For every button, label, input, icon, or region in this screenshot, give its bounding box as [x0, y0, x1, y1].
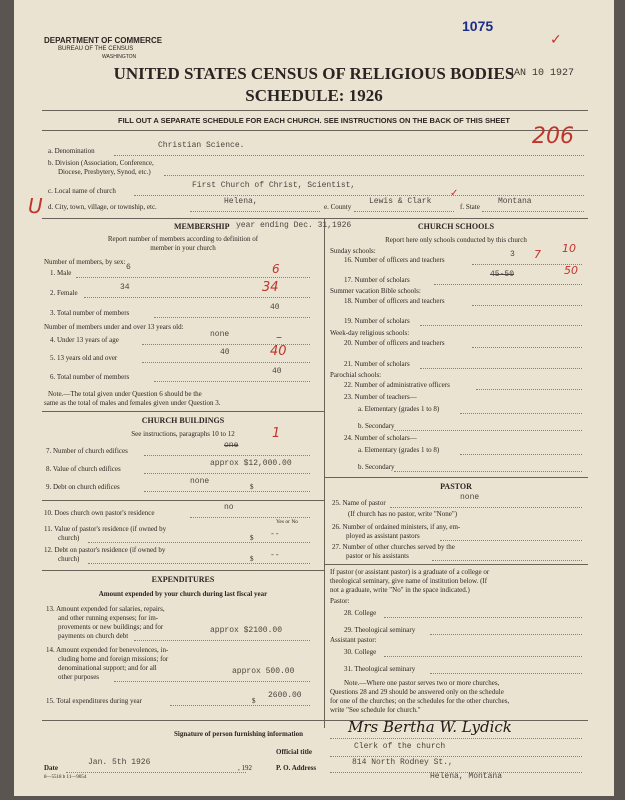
q1-red: 6 [272, 262, 280, 276]
sex-label: Number of members, by sex: [44, 258, 126, 266]
date-value: Jan. 5th 1926 [88, 758, 151, 767]
state-label: f. State [460, 203, 480, 211]
local-name-value: First Church of Christ, Scientist, [192, 181, 356, 190]
pastor-heading: PASTOR [440, 482, 472, 491]
q17-value: 45-50 [490, 270, 515, 279]
q24a-label: a. Elementary (grades 1 to 8) [358, 446, 440, 454]
q7-label: 7. Number of church edifices [46, 447, 128, 455]
sunday-label: Sunday schools: [330, 247, 376, 255]
q14-label-3: denominational support; and for all [58, 664, 157, 672]
q8-value: approx $12,000.00 [210, 459, 292, 468]
q23b-label: b. Secondary [358, 422, 395, 430]
q25-value: none [460, 493, 480, 502]
division-label: b. Division (Association, Conference, [48, 159, 154, 167]
city-label: d. City, town, village, or township, etc. [48, 203, 157, 211]
department-name: DEPARTMENT OF COMMERCE [44, 36, 163, 45]
q13-label-3: provements or new buildings; and for [58, 623, 164, 631]
divider [42, 110, 588, 111]
check-mark-icon: ✓ [550, 32, 562, 48]
q4-red: – [276, 330, 282, 344]
q8-label: 8. Value of church edifices [46, 465, 121, 473]
q16-red: 7 [534, 248, 541, 261]
form-instruction: FILL OUT A SEPARATE SCHEDULE FOR EACH CHURCH. SEE INSTRUCTIONS ON THE BACK OF THIS SHEET [118, 116, 510, 125]
date-label: Date [44, 764, 58, 772]
q5-value: 40 [220, 348, 230, 357]
city-value: Helena, [224, 197, 258, 206]
column-divider [324, 218, 325, 728]
schools-sub: Report here only schools conducted by this church [385, 236, 527, 244]
membership-note: Note.—The total given under Question 6 should be the [48, 390, 202, 398]
state-value: Montana [498, 197, 532, 206]
q18-label: 18. Number of officers and teachers [344, 297, 445, 305]
q4-label: 4. Under 13 years of age [50, 336, 119, 344]
q13-label-2: and other running expenses; for im- [58, 614, 159, 622]
q5-red: 40 [270, 344, 287, 359]
graduate-instructions: If pastor (or assistant pastor) is a graduate of a college or [330, 568, 490, 576]
official-title-value: Clerk of the church [354, 742, 446, 751]
q12-label: 12. Debt on pastor's residence (if owned by [44, 546, 166, 554]
q24-label: 24. Number of scholars— [344, 434, 417, 442]
census-form-sheet [14, 0, 614, 796]
assistant-sub-label: Assistant pastor: [330, 636, 377, 644]
q12-value: -- [270, 551, 280, 560]
membership-heading: MEMBERSHIP [174, 222, 230, 231]
signature-label: Signature of person furnishing information [174, 730, 303, 738]
po-address-value-2: Helena, Montana [430, 772, 503, 781]
q16-red-2: 10 [562, 242, 576, 255]
q11-label-2: church) [58, 534, 80, 542]
q19-label: 19. Number of scholars [344, 317, 410, 325]
buildings-sub: See instructions, paragraphs 10 to 12 [131, 430, 235, 438]
q24b-label: b. Secondary [358, 463, 395, 471]
summer-label: Summer vacation Bible schools: [330, 287, 421, 295]
q25-hint: (If church has no pastor, write "None") [348, 510, 458, 518]
q14-label-2: cluding home and foreign missions; for [58, 655, 169, 663]
q3-value: 40 [270, 303, 280, 312]
signature: Mrs Bertha W. Lydick [348, 718, 512, 736]
pastor-note-4: write "See schedule for church." [330, 706, 421, 714]
q4-value: none [210, 330, 230, 339]
q23-label: 23. Number of teachers— [344, 393, 417, 401]
q7-red: 1 [272, 426, 281, 441]
membership-note-2: same as the total of males and females given under Question 3. [44, 399, 221, 407]
q14-value: approx 500.00 [232, 667, 295, 676]
pastor-note: Note.—Where one pastor serves two or more churches, [344, 679, 500, 687]
bureau-city: WASHINGTON [102, 54, 137, 60]
q28-label: 28. College [344, 609, 377, 617]
q6-label: 6. Total number of members [50, 373, 130, 381]
q1-value: 6 [126, 263, 131, 272]
q13-value: approx $2100.00 [210, 626, 283, 635]
schools-heading: CHURCH SCHOOLS [417, 222, 495, 231]
q12-label-2: church) [58, 555, 80, 563]
q22-label: 22. Number of administrative officers [344, 381, 450, 389]
q7-value: one [224, 441, 239, 450]
q1-label: 1. Male [50, 269, 72, 277]
po-address-value: 814 North Rodney St., [352, 758, 453, 767]
bureau-name: BUREAU OF THE CENSUS [58, 46, 134, 52]
q14-label-4: other purposes [58, 673, 100, 681]
dollar-sign: $ [250, 555, 254, 563]
membership-sub-2: member in your church [150, 244, 216, 252]
membership-year: year ending Dec. 31,1926 [236, 221, 352, 230]
print-code: 8—5518 b 11—9054 [44, 775, 87, 780]
dollar-sign: $ [250, 534, 254, 542]
q15-label: 15. Total expenditures during year [46, 697, 142, 705]
graduate-instructions-3: not a graduate, write "No" in the space indicated.) [330, 586, 470, 594]
q15-value: 2600.00 [268, 691, 302, 700]
age-label: Number of members under and over 13 years old: [44, 323, 184, 331]
q29-label: 29. Theological seminary [344, 626, 416, 634]
official-title-label: Official title [276, 748, 312, 756]
q13-label: 13. Amount expended for salaries, repairs, [46, 605, 165, 613]
q9-label: 9. Debt on church edifices [46, 483, 120, 491]
dollar-sign: $ [252, 697, 256, 705]
q2-label: 2. Female [50, 289, 78, 297]
q5-label: 5. 13 years old and over [50, 354, 118, 362]
weekday-label: Week-day religious schools: [330, 329, 410, 337]
q26-label: 26. Number of ordained ministers, if any, em- [332, 523, 461, 531]
po-address-label: P. O. Address [276, 764, 317, 772]
margin-mark: U [28, 194, 43, 218]
schedule-title: SCHEDULE: 1926 [245, 86, 383, 105]
q16-value: 3 [510, 250, 515, 259]
q11-value: -- [270, 530, 280, 539]
q31-label: 31. Theological seminary [344, 665, 416, 673]
q25-label: 25. Name of pastor [332, 499, 386, 507]
county-value: Lewis & Clark [369, 197, 432, 206]
q10-label: 10. Does church own pastor's residence [44, 509, 155, 517]
pastor-note-3: for one of the churches; on the schedules for the other churches, [330, 697, 510, 705]
q10-value: no [224, 503, 234, 512]
q2-red: 34 [262, 280, 279, 295]
q11-label: 11. Value of pastor's residence (if owned by [44, 525, 167, 533]
form-title: UNITED STATES CENSUS OF RELIGIOUS BODIES [113, 64, 515, 83]
q26-label-2: ployed as assistant pastors [346, 532, 420, 540]
q20-label: 20. Number of officers and teachers [344, 339, 445, 347]
q3-label: 3. Total number of members [50, 309, 130, 317]
q21-label: 21. Number of scholars [344, 360, 410, 368]
q30-label: 30. College [344, 648, 377, 656]
expenditures-sub: Amount expended by your church during last fiscal year [98, 590, 268, 598]
q17-red: 50 [564, 264, 578, 277]
q14-label: 14. Amount expended for benevolences, in- [46, 646, 169, 654]
q13-label-4: payments on church debt [58, 632, 129, 640]
dollar-sign: $ [250, 483, 254, 491]
stamp-number: 1075 [462, 18, 494, 34]
q16-label: 16. Number of officers and teachers [344, 256, 445, 264]
q27-label-2: pastor or his assistants [346, 552, 409, 560]
yes-no-hint: Yes or No [276, 519, 299, 525]
denomination-value: Christian Science. [158, 141, 245, 150]
check-mark-icon: ✓ [450, 188, 459, 199]
q9-value: none [190, 477, 210, 486]
received-date-stamp: JAN 10 1927 [508, 68, 575, 79]
year-suffix: , 192 [238, 764, 252, 772]
membership-sub: Report number of members according to definition of [107, 235, 259, 243]
q27-label: 27. Number of other churches served by the [332, 543, 455, 551]
pastor-note-2: Questions 28 and 29 should be answered only on the schedule [330, 688, 504, 696]
denomination-label: a. Denomination [48, 147, 95, 155]
division-label-2: Diocese, Presbytery, Synod, etc.) [58, 168, 151, 176]
county-label: e. County [324, 203, 352, 211]
q6-value: 40 [272, 367, 282, 376]
q17-label: 17. Number of scholars [344, 276, 410, 284]
q23a-label: a. Elementary (grades 1 to 8) [358, 405, 440, 413]
parochial-label: Parochial schools: [330, 371, 382, 379]
q2-value: 34 [120, 283, 130, 292]
divider [42, 130, 588, 131]
red-code-mark: 206 [532, 124, 574, 149]
expenditures-heading: EXPENDITURES [151, 575, 215, 584]
buildings-heading: CHURCH BUILDINGS [141, 416, 225, 425]
local-name-label: c. Local name of church [48, 187, 116, 195]
pastor-sub-label: Pastor: [330, 597, 350, 605]
graduate-instructions-2: theological seminary, give name of institution below. (If [330, 577, 488, 585]
